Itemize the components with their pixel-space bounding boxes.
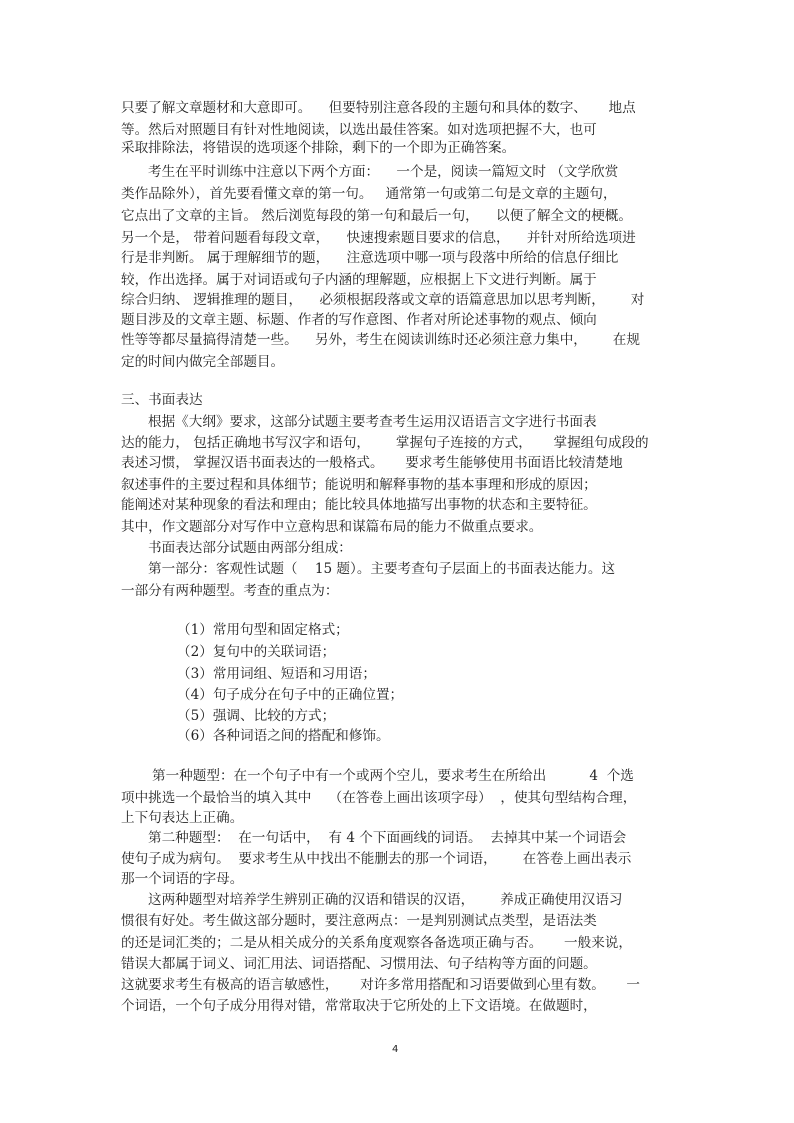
paragraph-line: 考生在平时训练中注意以下两个方面： 一个是，阅读一篇短文时 （文学欣赏 <box>148 164 619 180</box>
page-number: 4 <box>392 1044 399 1055</box>
paragraph-line: 综合归纳、 逻辑推理的题目， 必须根据段落或文章的语篇意思加以思考判断， 对 <box>121 292 645 308</box>
paragraph-line: 的还是词汇类的；二是从相关成分的关系角度观察各备选项正确与否。 一般来说， <box>121 935 632 951</box>
paragraph-line: 只要了解文章题材和大意即可。 但要特别注意各段的主题句和具体的数字、 地点 <box>121 100 636 116</box>
paragraph-line: 项中挑选一个最恰当的填入其中 （在答卷上画出该项字母） ，使其句型结构合理， <box>121 790 637 806</box>
list-item: （4）句子成分在句子中的正确位置； <box>177 687 404 703</box>
paragraph-line: 类作品除外），首先要看懂文章的第一句。 通常第一句或第二句是文章的主题句， <box>121 186 617 202</box>
paragraph-line: 根据《大纲》要求，这部分试题主要考查考生运用汉语语言文字进行书面表 <box>148 414 597 430</box>
paragraph-line: 另一个是， 带着问题看每段文章， 快速搜索题目要求的信息， 并针对所给选项进 <box>121 230 636 246</box>
paragraph-line: 第一部分：客观性试题（ 15 题）。主要考查句子层面上的书面表达能力。这 <box>148 561 616 577</box>
paragraph-line: 能阐述对某种现象的看法和理由；能比较具体地描写出事物的状态和主要特征。 <box>121 497 597 513</box>
paragraph-line: 使句子成为病句。 要求考生从中找出不能删去的那一个词语， 在答卷上画出表示 <box>121 851 632 867</box>
paragraph-line: 上下句表达上正确。 <box>121 810 244 826</box>
paragraph-line: 行是非判断。 属于理解细节的题， 注意选项中哪一项与段落中所给的信息仔细比 <box>121 250 619 266</box>
paragraph-line: 那一个词语的字母。 <box>121 871 244 887</box>
list-item: （6）各种词语之间的搭配和修饰。 <box>177 728 390 744</box>
list-item: （5）强调、比较的方式； <box>177 708 336 724</box>
paragraph-line: 其中，作文题部分对写作中立意构思和谋篇布局的能力不做重点要求。 <box>121 519 543 535</box>
paragraph-line: 性等等都尽量搞得清楚一些。 另外，考生在阅读训练时还必须注意力集中， 在规 <box>121 332 640 348</box>
paragraph-line: 较，作出选择。属于对词语或句子内涵的理解题，应根据上下文进行判断。属于 <box>121 272 597 288</box>
paragraph-line: 错误大都属于词义、词汇用法、词语搭配、习惯用法、句子结构等方面的问题。 <box>121 956 597 972</box>
paragraph-line: 第一种题型：在一个句子中有一个或两个空儿，要求考生在所给出 4 个选 <box>152 768 634 784</box>
paragraph-line: 等。然后对照题目有针对性地阅读，以选出最佳答案。如对选项把握不大，也可 <box>121 122 597 138</box>
paragraph-line: 表述习惯， 掌握汉语书面表达的一般格式。 要求考生能够使用书面语比较清楚地 <box>121 455 623 471</box>
paragraph-line: 叙述事件的主要过程和具体细节；能说明和解释事物的基本事理和形成的原因； <box>121 477 597 493</box>
list-item: （1）常用句型和固定格式； <box>177 622 349 638</box>
paragraph-line: 采取排除法，将错误的选项逐个排除，剩下的一个即为正确答案。 <box>121 140 516 156</box>
paragraph-line: 这两种题型对培养学生辨别正确的汉语和错误的汉语， 养成正确使用汉语习 <box>148 892 623 908</box>
section-heading: 三、书面表达 <box>121 392 203 408</box>
paragraph-line: 这就要求考生有极高的语言敏感性， 对许多常用搭配和习语要做到心里有数。 一 <box>121 977 640 993</box>
paragraph-line: 题目涉及的文章主题、标题、作者的写作意图、作者对所论述事物的观点、倾向 <box>121 312 597 328</box>
list-item: （3）常用词组、短语和习用语； <box>177 666 376 682</box>
paragraph-line: 惯很有好处。考生做这部分题时，要注意两点：一是判别测试点类型，是语法类 <box>121 913 597 929</box>
paragraph-line: 它点出了文章的主旨。 然后浏览每段的第一句和最后一句， 以便了解全文的梗概。 <box>121 208 632 224</box>
list-item: （2）复句中的关联词语； <box>177 644 336 660</box>
paragraph-line: 一部分有两种题型。考查的重点为： <box>121 583 339 599</box>
paragraph-line: 个词语，一个句子成分用得对错，常常取决于它所处的上下文语境。在做题时， <box>121 998 597 1014</box>
paragraph-line: 定的时间内做完全部题目。 <box>121 354 285 370</box>
paragraph-line: 第二种题型： 在一句话中， 有 4 个下面画线的词语。 去掉其中某一个词语会 <box>148 830 627 846</box>
paragraph-line: 书面表达部分试题由两部分组成： <box>148 540 352 556</box>
paragraph-line: 达的能力， 包括正确地书写汉字和语句， 掌握句子连接的方式， 掌握组句成段的 <box>121 435 649 451</box>
